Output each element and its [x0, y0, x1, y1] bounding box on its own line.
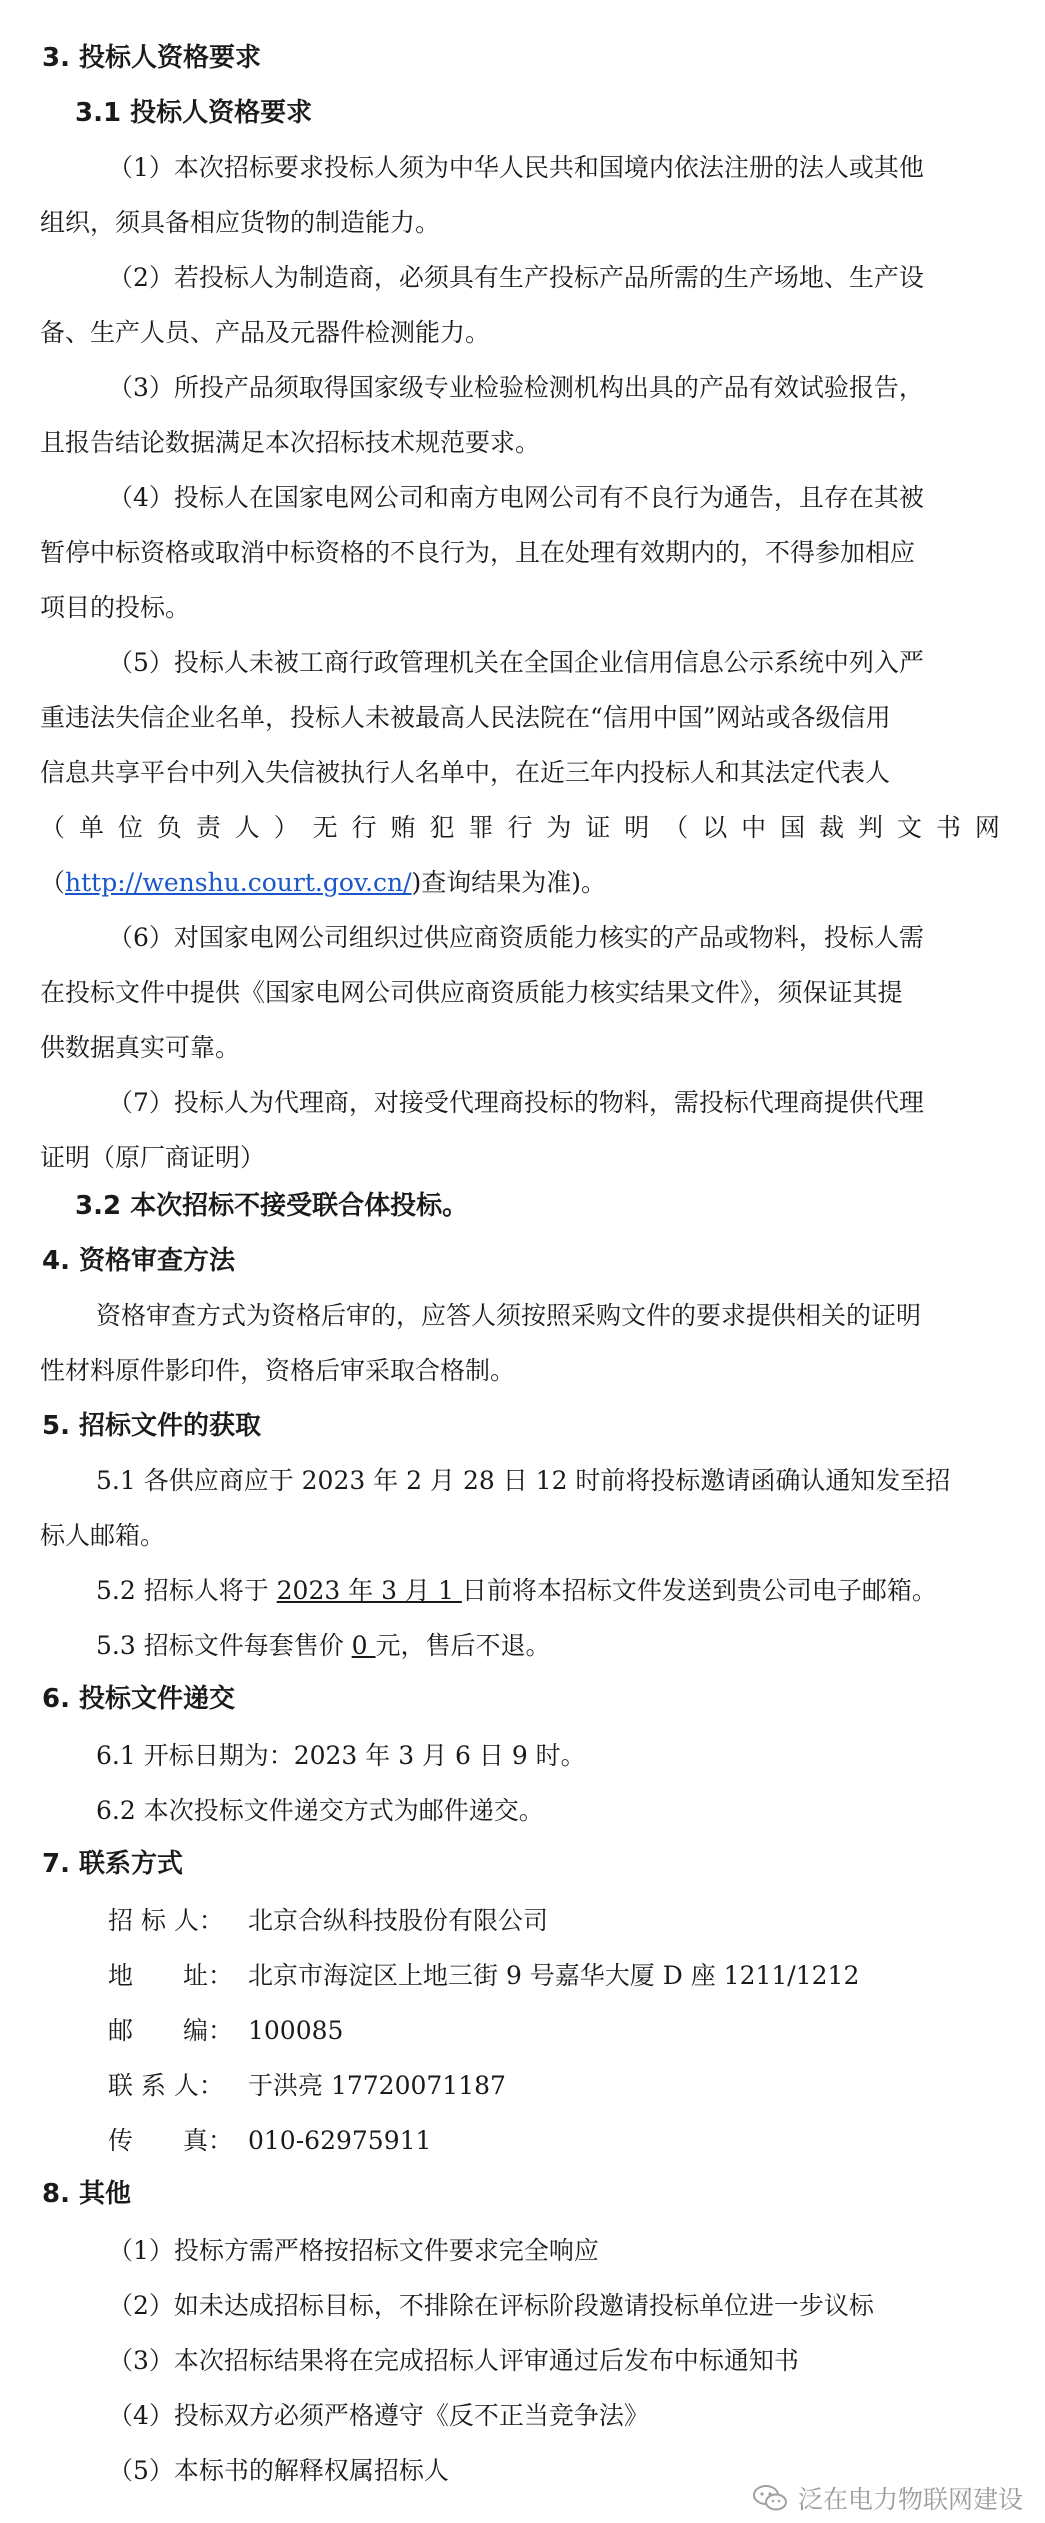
contact-row [108, 2125, 431, 2157]
watermark-text: 泛在电力物联网建设 [797, 2485, 1023, 2514]
item-5-1-line: 5.1 各供应商应于 2023 年 2 月 28 日 12 时前将投标邀请函确认通知发至招 [96, 1466, 951, 1495]
item-3-5-justified-line [40, 812, 1000, 844]
section-7-title: 7. 联系方式 [42, 1849, 184, 1879]
wechat-icon [752, 2484, 788, 2512]
item-5-2-suffix: 日前将本招标文件发送到贵公司电子邮箱。 [461, 1576, 937, 1605]
justified-char: 无 [312, 813, 338, 842]
justified-char: 判 [858, 813, 884, 842]
justified-char: 人 [234, 813, 260, 842]
item-3-2-line: 备、生产人员、产品及元器件检测能力。 [40, 318, 491, 347]
item-3-5-line: （5）投标人未被工商行政管理机关在全国企业信用信息公示系统中列入严 [108, 648, 924, 677]
justified-char: 裁 [819, 813, 845, 842]
item-3-3-line: 且报告结论数据满足本次招标技术规范要求。 [40, 428, 541, 457]
link-suffix: )查询结果为准)。 [411, 868, 607, 897]
justified-char: （ [663, 813, 689, 842]
item-3-5-line [40, 867, 606, 899]
section-8-item: （5）本标书的解释权属招标人 [108, 2456, 449, 2485]
item-3-1-line: （1）本次招标要求投标人须为中华人民共和国境内依法注册的法人或其他 [108, 153, 924, 182]
contact-key: 招 标 人： [108, 1906, 224, 1935]
item-3-7-line: （7）投标人为代理商，对接受代理商投标的物料，需投标代理商提供代理 [108, 1088, 924, 1117]
justified-char: 罪 [468, 813, 494, 842]
contact-row [108, 2070, 506, 2102]
contact-row [108, 2015, 343, 2047]
section-5-title: 5. 招标文件的获取 [42, 1411, 262, 1441]
justified-char: 书 [935, 813, 961, 842]
justified-char: 责 [195, 813, 221, 842]
contact-value: 010-62975911 [248, 2126, 432, 2155]
section-8-item: （2）如未达成招标目标，不排除在评标阶段邀请投标单位进一步议标 [108, 2291, 874, 2320]
item-3-1-line: 组织，须具备相应货物的制造能力。 [40, 208, 441, 237]
item-3-6-line: 供数据真实可靠。 [40, 1033, 241, 1062]
item-3-4-line: 项目的投标。 [40, 593, 191, 622]
item-3-5-line: 重违法失信企业名单，投标人未被最高人民法院在“信用中国”网站或各级信用 [40, 703, 891, 732]
justified-char: 证 [585, 813, 611, 842]
item-5-2-line [96, 1575, 937, 1607]
item-5-3-line [96, 1630, 551, 1662]
justified-char: 位 [117, 813, 143, 842]
item-5-2-date: 2023 年 3 月 1 [276, 1576, 462, 1605]
justified-char: 明 [624, 813, 650, 842]
justified-char: 中 [741, 813, 767, 842]
justified-char: 单 [78, 813, 104, 842]
item-3-5-line: 信息共享平台中列入失信被执行人名单中，在近三年内投标人和其法定代表人 [40, 758, 891, 787]
wenshu-link[interactable]: http://wenshu.court.gov.cn/ [65, 868, 412, 897]
section-8-item: （4）投标双方必须严格遵守《反不正当竞争法》 [108, 2401, 649, 2430]
contact-key: 邮 编： [108, 2016, 234, 2045]
contact-key: 联 系 人： [108, 2071, 224, 2100]
item-3-6-line: 在投标文件中提供《国家电网公司供应商资质能力核实结果文件》，须保证其提 [40, 978, 903, 1007]
section-3-2-title: 3.2 本次招标不接受联合体投标。 [75, 1191, 469, 1221]
justified-char: 国 [780, 813, 806, 842]
contact-row [108, 1960, 859, 1992]
section-3-title: 3. 投标人资格要求 [42, 43, 262, 73]
item-6-1-line: 6.1 开标日期为：2023 年 3 月 6 日 9 时。 [96, 1741, 586, 1770]
section-8-item: （1）投标方需严格按招标文件要求完全响应 [108, 2236, 599, 2265]
item-3-4-line: 暂停中标资格或取消中标资格的不良行为，且在处理有效期内的，不得参加相应 [40, 538, 916, 567]
section-4-paragraph-line: 性材料原件影印件，资格后审采取合格制。 [40, 1356, 516, 1385]
item-3-3-line: （3）所投产品须取得国家级专业检验检测机构出具的产品有效试验报告， [108, 373, 924, 402]
contact-row [108, 1905, 548, 1937]
justified-char: 负 [156, 813, 182, 842]
section-8-item: （3）本次招标结果将在完成招标人评审通过后发布中标通知书 [108, 2346, 799, 2375]
item-3-7-line: 证明（原厂商证明） [40, 1143, 266, 1172]
justified-char: 以 [702, 813, 728, 842]
item-6-2-line: 6.2 本次投标文件递交方式为邮件递交。 [96, 1796, 544, 1825]
justified-char: 行 [507, 813, 533, 842]
contact-key: 传 真： [108, 2126, 234, 2155]
justified-char: 行 [351, 813, 377, 842]
contact-value: 北京市海淀区上地三街 9 号嘉华大厦 D 座 1211/1212 [248, 1961, 860, 1990]
section-4-title: 4. 资格审查方法 [42, 1246, 236, 1276]
contact-key: 地 址： [108, 1961, 234, 1990]
contact-value: 于洪亮 17720071187 [248, 2071, 506, 2100]
item-3-6-line: （6）对国家电网公司组织过供应商资质能力核实的产品或物料，投标人需 [108, 923, 924, 952]
item-3-2-line: （2）若投标人为制造商，必须具有生产投标产品所需的生产场地、生产设 [108, 263, 924, 292]
justified-char: 贿 [390, 813, 416, 842]
section-6-title: 6. 投标文件递交 [42, 1684, 236, 1714]
justified-char: 为 [546, 813, 572, 842]
section-8-title: 8. 其他 [42, 2179, 132, 2209]
item-5-3-price: 0 [351, 1631, 376, 1660]
item-5-3-prefix: 5.3 招标文件每套售价 [96, 1631, 352, 1660]
paren-open: （ [40, 868, 66, 897]
contact-value: 100085 [248, 2016, 344, 2045]
item-5-3-suffix: 元，售后不退。 [375, 1631, 551, 1660]
justified-char: ） [273, 813, 299, 842]
section-4-paragraph-line: 资格审查方式为资格后审的，应答人须按照采购文件的要求提供相关的证明 [96, 1301, 922, 1330]
justified-char: 网 [974, 813, 1000, 842]
justified-char: 文 [896, 813, 922, 842]
item-5-2-prefix: 5.2 招标人将于 [96, 1576, 277, 1605]
item-3-4-line: （4）投标人在国家电网公司和南方电网公司有不良行为通告，且存在其被 [108, 483, 924, 512]
watermark [752, 2480, 1023, 2516]
contact-value: 北京合纵科技股份有限公司 [248, 1906, 549, 1935]
item-5-1-line: 标人邮箱。 [40, 1521, 166, 1550]
justified-char: （ [40, 813, 66, 842]
section-3-1-title: 3.1 投标人资格要求 [75, 98, 313, 128]
justified-char: 犯 [429, 813, 455, 842]
